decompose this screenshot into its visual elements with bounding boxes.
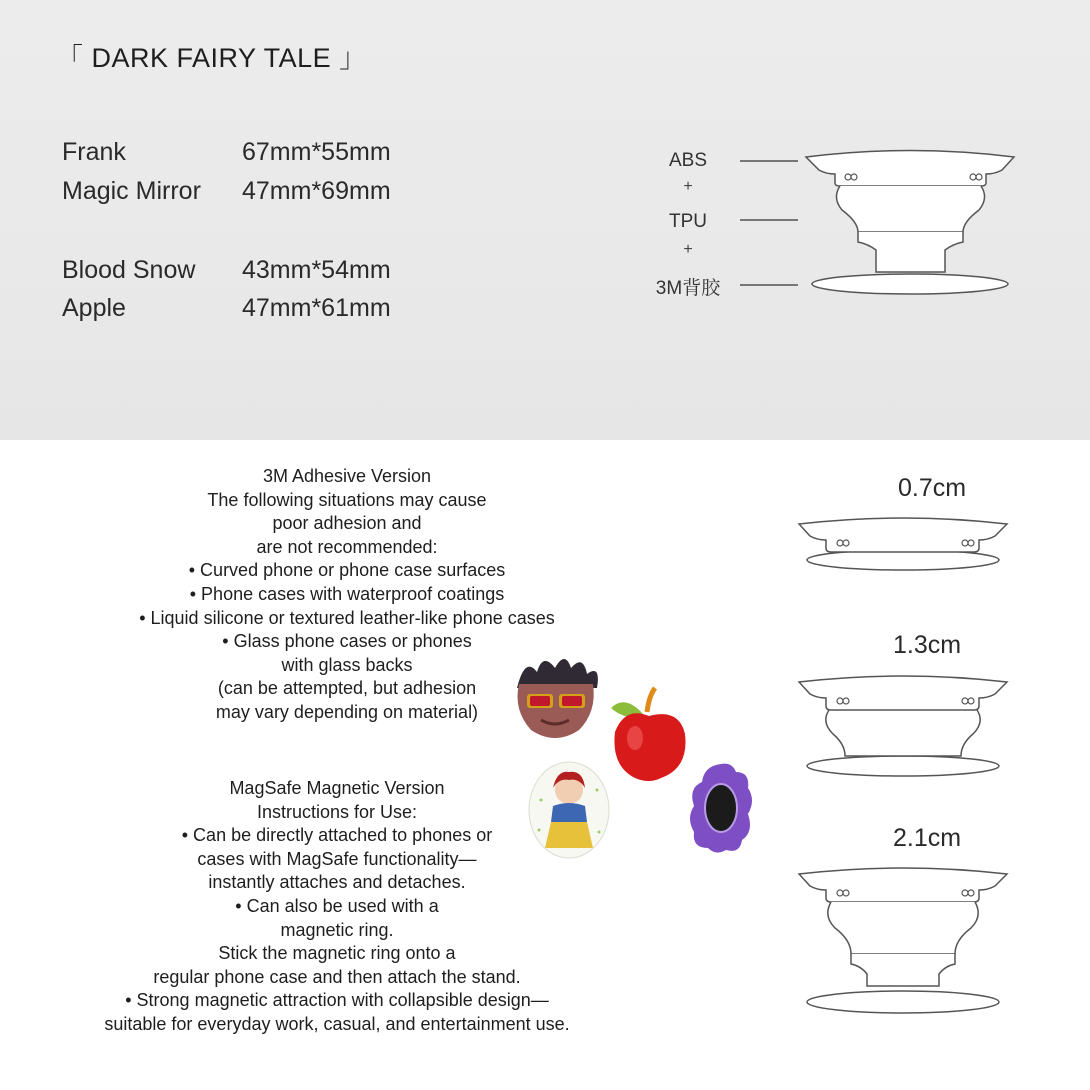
note-line: Stick the magnetic ring onto a — [218, 943, 456, 964]
adhesive-heading: 3M Adhesive Version — [262, 466, 432, 486]
note-line: are not recommended: — [256, 536, 438, 557]
note-line: • Curved phone or phone case surfaces — [188, 560, 506, 581]
note-line: • Can also be used with a — [235, 895, 439, 916]
stand-half-extended-diagram — [795, 670, 1015, 782]
note-line: The following situations may cause — [207, 489, 487, 510]
note-line: regular phone case and then attach the stand. — [153, 966, 521, 987]
note-line: magnetic ring. — [280, 919, 394, 940]
height-label-small: 0.7cm — [898, 474, 967, 502]
plus-sign: + — [683, 241, 693, 258]
frank-figurine-image — [505, 650, 605, 742]
page-title: 「 DARK FAIRY TALE 」 — [56, 43, 367, 73]
note-line: (can be attempted, but adhesion — [217, 678, 477, 699]
spec-size: 43mm*54mm — [242, 256, 391, 284]
spec-name: Apple — [62, 294, 126, 322]
spec-name: Magic Mirror — [62, 177, 201, 205]
blood-snow-figurine-image — [527, 760, 612, 860]
material-abs-label: ABS — [668, 150, 708, 171]
note-line: suitable for everyday work, casual, and entertainment use. — [104, 1013, 570, 1034]
spec-size: 67mm*55mm — [242, 138, 391, 166]
spec-size: 47mm*69mm — [242, 177, 391, 205]
magsafe-heading: MagSafe Magnetic Version — [229, 778, 445, 798]
note-line: may vary depending on material) — [215, 701, 479, 722]
spec-size: 47mm*61mm — [242, 294, 391, 322]
spec-name: Blood Snow — [62, 256, 196, 284]
height-label-medium: 1.3cm — [893, 631, 962, 659]
magic-mirror-figurine-image — [686, 760, 756, 856]
apple-figurine-image — [605, 686, 695, 786]
height-label-large: 2.1cm — [893, 824, 962, 852]
leader-line — [740, 219, 798, 221]
note-line: • Liquid silicone or textured leather-like phone cases — [139, 607, 555, 628]
material-tpu-label: TPU — [669, 211, 707, 232]
note-line: Instructions for Use: — [256, 801, 418, 822]
plus-sign: + — [683, 178, 693, 195]
note-line: instantly attaches and detaches. — [208, 872, 466, 893]
note-line: • Glass phone cases or phones — [222, 631, 472, 652]
spec-name: Frank — [62, 138, 126, 166]
note-line: cases with MagSafe functionality— — [197, 848, 477, 869]
leader-line — [740, 284, 798, 286]
leader-line — [740, 160, 798, 162]
material-adhesive-label: 3M背胶 — [655, 278, 721, 299]
stand-exploded-diagram — [800, 140, 1030, 310]
stand-extended-diagram — [795, 862, 1015, 1022]
note-line: poor adhesion and — [272, 513, 422, 534]
note-line: with glass backs — [281, 654, 413, 675]
note-line: • Phone cases with waterproof coatings — [189, 583, 505, 604]
stand-collapsed-diagram — [795, 512, 1015, 574]
note-line: • Strong magnetic attraction with collapsible design— — [125, 990, 549, 1011]
note-line: • Can be directly attached to phones or — [181, 825, 493, 846]
magsafe-instructions — [92, 777, 582, 1037]
